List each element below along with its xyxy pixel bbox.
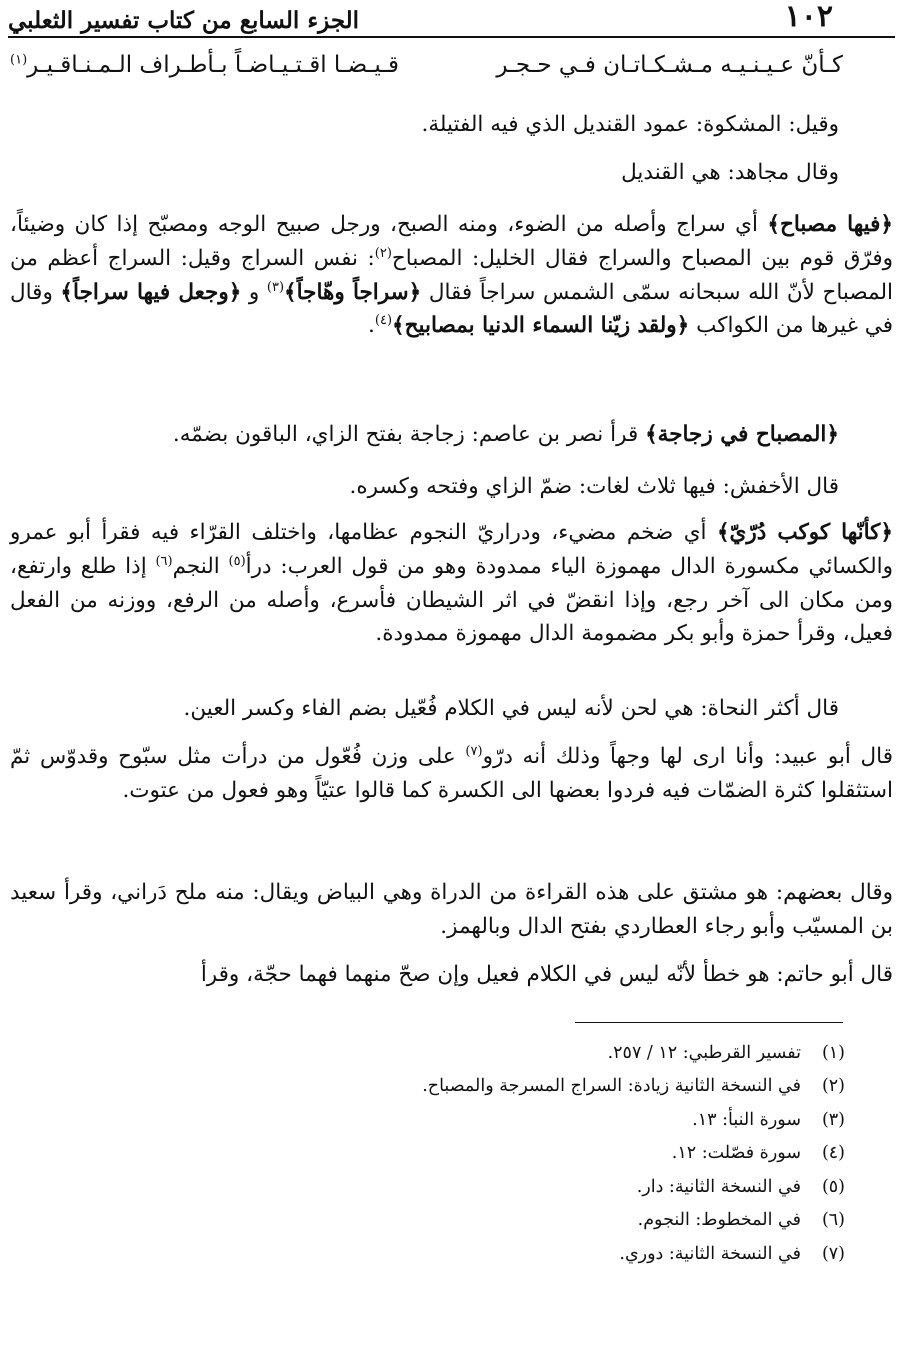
quran-quote: ﴿المصباح في زجاجة﴾: [645, 422, 839, 447]
footnote-ref-1: (١): [10, 52, 28, 68]
paragraph-baadhuhum: وقال بعضهم: هو مشتق على هذه القراءة من الدراة وهي البياض ويقال: منه ملح دَراني، وقرأ سعيد بن المسيّب وأبو رجاء العطاردي بفتح الدال وبالهمز.: [10, 880, 893, 939]
paragraph-abu-ubaid: [10, 740, 893, 808]
paragraph-text: إذا طلع وارتفع، ومن مكان الى آخر رجع، وإذا انقضّ في اثر الشيطان فأسرع، وأصله من الرفع، ووزنه من الفعل فعيل، وقرأ حمزة وأبو بكر مضمومة الدال مهموزة ممدودة.: [10, 553, 893, 647]
paragraph-text: : نفس السراج وقيل: السراج أعظم من المصباح لأنّ الله سبحانه سمّى الشمس سراجاً فقال: [10, 245, 893, 305]
poem-hemistich-left-text: قـيـضـا اقـتـيـاضـاً بـأطـراف الـمـنـاقـيـر: [27, 52, 400, 78]
footnote-number: (١): [821, 1042, 845, 1063]
paragraph-kawkab-durri: [10, 516, 893, 651]
quran-quote: ﴿كأنّها كوكب دُرّيّ﴾: [716, 520, 894, 545]
quran-quote: ﴿سراجاً وهّاجاً﴾: [284, 279, 422, 305]
paragraph-text: قرأ نصر بن عاصم: زجاجة بفتح الزاي، الباقون بضمّه.: [172, 422, 646, 447]
footnote-divider: [575, 1022, 843, 1023]
paragraph-text: .: [368, 313, 375, 339]
poem-hemistich-left: [10, 52, 399, 78]
footnote-text: تفسير القرطبي: ١٢ / ٢٥٧.: [607, 1042, 801, 1063]
footnote-item: [245, 1137, 845, 1171]
footnote-item: [245, 1204, 845, 1238]
footnote-text: في النسخة الثانية: دار.: [636, 1176, 801, 1197]
footnote-number: (٦): [821, 1210, 845, 1231]
running-title: الجزء السابع من كتاب تفسير الثعلبي: [8, 7, 360, 34]
footnote-item: [245, 1170, 845, 1204]
paragraph-text: النجم: [172, 553, 229, 579]
footnote-ref-2: (٢): [374, 245, 392, 261]
footnote-ref-5: (٥): [228, 553, 246, 569]
paragraph-text: قال أبو عبيد: وأنا ارى لها وجهاً وذلك أنه درّو: [482, 744, 894, 769]
paragraph-text: و: [241, 279, 267, 305]
paragraph-misbah: [10, 208, 893, 343]
footnote-number: (٤): [821, 1143, 845, 1164]
paragraph-text: أي سراج وأصله من الضوء، ومنه الصبح، ورجل صبيح الوجه ومصبّح إذا كان وضيئاً، وفرّق قوم بين المصباح والسراج فقال الخليل: المصباح: [10, 212, 893, 271]
footnote-item: [245, 1103, 845, 1137]
page-number: ١٠٢: [784, 0, 833, 34]
quran-quote: ﴿فيها مصباح﴾: [767, 212, 893, 237]
paragraph-akhfash: قال الأخفش: فيها ثلاث لغات: ضمّ الزاي وفتحه وكسره.: [349, 474, 839, 499]
footnote-text: في النسخة الثانية: دوري.: [619, 1243, 801, 1264]
footnote-text: سورة فصّلت: ١٢.: [671, 1143, 801, 1164]
footnote-item: [245, 1070, 845, 1104]
quran-quote: ﴿ولقد زيّنا السماء الدنيا بمصابيح﴾: [392, 313, 690, 339]
paragraph-mujahid: وقال مجاهد: هي القنديل: [621, 160, 839, 185]
footnote-text: في المخطوط: النجوم.: [637, 1210, 801, 1231]
quran-quote: ﴿وجعل فيها سراجاً﴾: [60, 279, 242, 305]
footnote-ref-4: (٤): [374, 313, 393, 329]
paragraph-text: أي ضخم مضيء، ودراريّ النجوم عظامها، واختلف القرّاء فيه فقرأ أبو عمرو والكسائي مكسورة الدال مهموزة الياء ممدودة وهو من قول العرب: درأ: [10, 520, 893, 579]
footnote-text: سورة النبأ: ١٣.: [692, 1109, 801, 1130]
page-header: [8, 0, 895, 38]
footnote-ref-6: (٦): [155, 553, 173, 569]
footnote-number: (٥): [821, 1176, 845, 1197]
paragraph-abu-hatim: قال أبو حاتم: هو خطأ لأنّه ليس في الكلام فعيل وإن صحّ منهما فهما حجّة، وقرأ: [200, 962, 893, 987]
footnote-item: [245, 1036, 845, 1070]
footnote-text: في النسخة الثانية زيادة: السراج المسرجة والمصباح.: [422, 1076, 801, 1097]
footnote-ref-3: (٣): [266, 279, 285, 295]
footnote-item: [245, 1237, 845, 1271]
paragraph-nuhat: قال أكثر النحاة: هي لحن لأنه ليس في الكلام فُعّيل بضم الفاء وكسر العين.: [183, 696, 839, 721]
paragraph-text: وقال في غيرها من الكواكب: [10, 279, 893, 339]
footnote-number: (٣): [821, 1109, 845, 1130]
poem-verse: [10, 52, 843, 92]
footnote-ref-7: (٧): [465, 743, 483, 759]
footnotes: [245, 1036, 845, 1271]
paragraph-text: على وزن فُعّول من درأت مثل سبّوح وقدوّس ثمّ استثقلوا كثرة الضمّات فيه فردوا بعضها الى الكسرة كما قالوا عتيّاً وهو فعول من عتوت.: [10, 744, 893, 803]
paragraph-zujaja: [10, 418, 839, 452]
footnote-number: (٧): [821, 1243, 845, 1264]
paragraph-mishkat-definition: وقيل: المشكوة: عمود القنديل الذي فيه الفتيلة.: [421, 112, 839, 137]
poem-hemistich-right: كـأنّ عـيـنـيـه مـشـكـاتـان فـي حـجـر: [496, 52, 843, 78]
footnote-number: (٢): [821, 1076, 845, 1097]
